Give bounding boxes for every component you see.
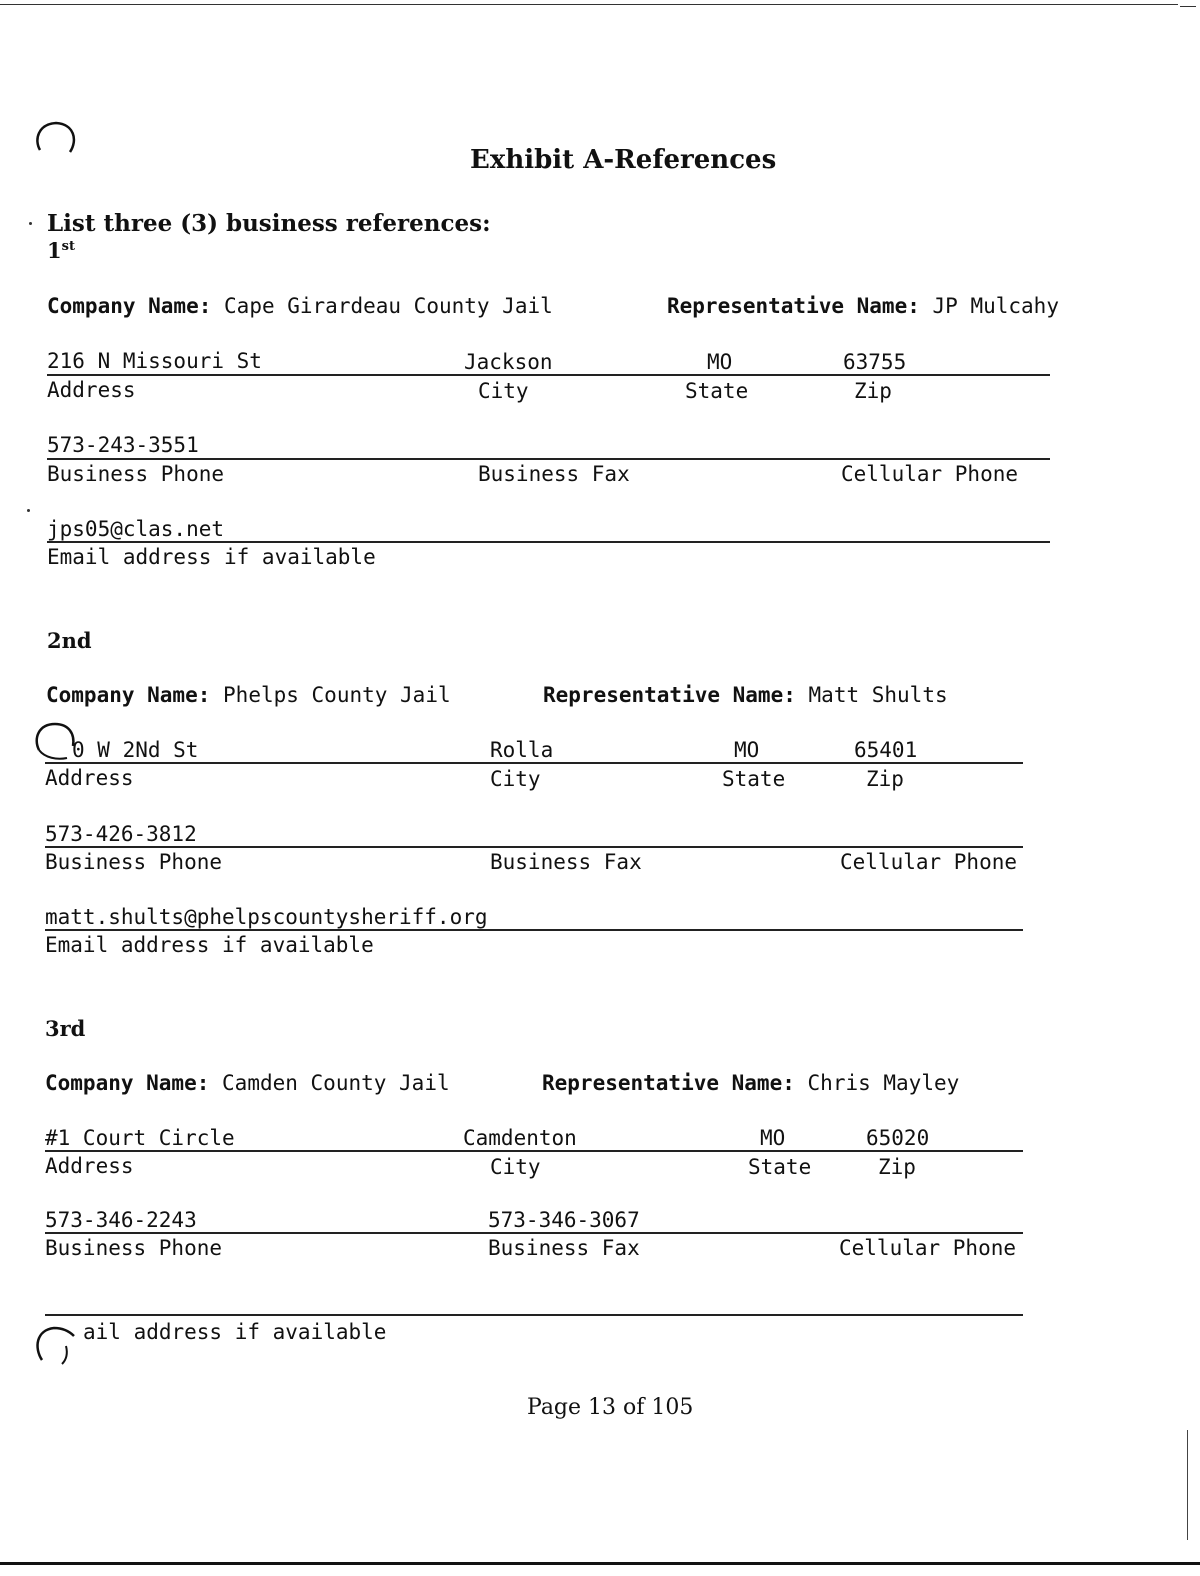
ref1-company-row bbox=[47, 294, 553, 318]
ref1-address-line bbox=[47, 374, 1050, 376]
state-label: State bbox=[748, 1155, 812, 1179]
ref1-address-value: 216 N Missouri St bbox=[47, 349, 262, 373]
ref1-representative-row bbox=[667, 294, 1059, 318]
right-edge-mark bbox=[1187, 1430, 1188, 1540]
company-name-label: Company Name: bbox=[47, 294, 212, 318]
company-name-label: Company Name: bbox=[45, 1071, 210, 1095]
scan-speck bbox=[27, 509, 30, 512]
ref2-email-value: matt.shults@phelpscountysheriff.org bbox=[45, 905, 488, 929]
business-phone-label: Business Phone bbox=[45, 850, 223, 874]
representative-name-label: Representative Name: bbox=[542, 1071, 795, 1095]
ref1-city-value: Jackson bbox=[464, 350, 553, 374]
ref2-state-value: MO bbox=[734, 738, 760, 762]
ref3-email-line bbox=[45, 1314, 1023, 1316]
ref2-company-row bbox=[46, 683, 451, 707]
cellular-phone-label: Cellular Phone bbox=[841, 462, 1019, 486]
company-name-label: Company Name: bbox=[46, 683, 211, 707]
ref3-city-value: Camdenton bbox=[463, 1126, 577, 1150]
business-fax-label: Business Fax bbox=[488, 1236, 640, 1260]
ref2-city-value: Rolla bbox=[490, 738, 554, 762]
punch-hole-bottom bbox=[34, 1318, 78, 1366]
business-fax-label: Business Fax bbox=[478, 462, 630, 486]
representative-name-label: Representative Name: bbox=[667, 294, 920, 318]
section-ordinal-1: 1st bbox=[47, 238, 75, 263]
ref2-address-line bbox=[45, 762, 1023, 764]
bottom-edge-line bbox=[0, 1562, 1200, 1565]
ref3-state-value: MO bbox=[760, 1126, 786, 1150]
page-title: Exhibit A-References bbox=[470, 145, 777, 175]
ref1-phone-line bbox=[47, 458, 1050, 460]
section-ordinal-2: 2nd bbox=[47, 628, 92, 653]
ref3-representative-row bbox=[542, 1071, 959, 1095]
ref3-company-row bbox=[45, 1071, 450, 1095]
address-label: Address bbox=[45, 766, 134, 790]
ref2-representative-row bbox=[543, 683, 948, 707]
punch-hole-top bbox=[34, 120, 78, 160]
address-label: Address bbox=[47, 378, 136, 402]
city-label: City bbox=[490, 1155, 541, 1179]
ref3-business-phone-value: 573-346-2243 bbox=[45, 1208, 197, 1232]
company-name-value: Camden County Jail bbox=[222, 1071, 450, 1095]
company-name-value: Cape Girardeau County Jail bbox=[224, 294, 553, 318]
ref3-business-fax-value: 573-346-3067 bbox=[488, 1208, 640, 1232]
ref2-address-value: 0 W 2Nd St bbox=[72, 738, 199, 762]
representative-name-value: JP Mulcahy bbox=[932, 294, 1059, 318]
corner-mark bbox=[1180, 6, 1196, 7]
ref1-business-phone-value: 573-243-3551 bbox=[47, 433, 199, 457]
instruction-text: List three (3) business references: bbox=[47, 210, 491, 237]
business-phone-label: Business Phone bbox=[47, 462, 225, 486]
city-label: City bbox=[478, 379, 529, 403]
ref2-phone-line bbox=[45, 846, 1023, 848]
email-label: Email address if available bbox=[47, 545, 376, 569]
email-label: ail address if available bbox=[83, 1320, 387, 1344]
cellular-phone-label: Cellular Phone bbox=[840, 850, 1018, 874]
state-label: State bbox=[722, 767, 786, 791]
ref2-zip-value: 65401 bbox=[854, 738, 918, 762]
ref3-phone-line bbox=[45, 1232, 1023, 1234]
section-ordinal-3: 3rd bbox=[45, 1016, 86, 1041]
zip-label: Zip bbox=[878, 1155, 916, 1179]
representative-name-value: Chris Mayley bbox=[807, 1071, 960, 1095]
city-label: City bbox=[490, 767, 541, 791]
business-phone-label: Business Phone bbox=[45, 1236, 223, 1260]
address-label: Address bbox=[45, 1154, 134, 1178]
cellular-phone-label: Cellular Phone bbox=[839, 1236, 1017, 1260]
business-fax-label: Business Fax bbox=[490, 850, 642, 874]
scan-speck bbox=[29, 222, 32, 225]
ref1-email-line bbox=[47, 541, 1050, 543]
ref3-address-line bbox=[45, 1150, 1023, 1152]
zip-label: Zip bbox=[854, 379, 892, 403]
ref1-email-value: jps05@clas.net bbox=[47, 517, 225, 541]
company-name-value: Phelps County Jail bbox=[223, 683, 451, 707]
email-label: Email address if available bbox=[45, 933, 374, 957]
page-number: Page 13 of 105 bbox=[527, 1395, 694, 1420]
ref2-email-line bbox=[45, 929, 1023, 931]
state-label: State bbox=[685, 379, 749, 403]
ref1-zip-value: 63755 bbox=[843, 350, 907, 374]
representative-name-value: Matt Shults bbox=[808, 683, 948, 707]
ref1-state-value: MO bbox=[707, 350, 733, 374]
representative-name-label: Representative Name: bbox=[543, 683, 796, 707]
zip-label: Zip bbox=[866, 767, 904, 791]
top-edge-line bbox=[0, 4, 1178, 5]
ref3-zip-value: 65020 bbox=[866, 1126, 930, 1150]
ref2-business-phone-value: 573-426-3812 bbox=[45, 822, 197, 846]
ref3-address-value: #1 Court Circle bbox=[45, 1126, 235, 1150]
